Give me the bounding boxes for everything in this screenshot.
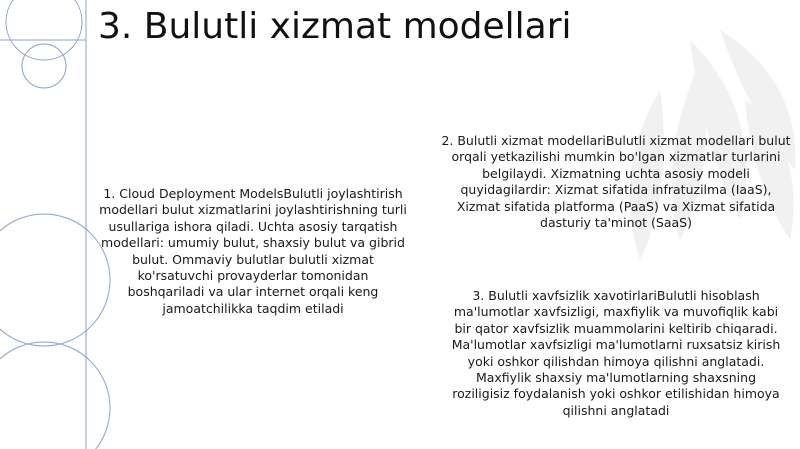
text-block-deployment-models: 1. Cloud Deployment ModelsBulutli joylashtirish modellari bulut xizmatlarini joylashtirishning turli usullariga ishora qiladi. Uchta asosiy tarqatish modellari: umumiy bulut, shaxsiy bulut va gibrid bulut. Ommaviy bulutlar bulutli xizmat ko'rsatuvchi provayderlar tomonidan boshqariladi va ular internet orqali keng jamoatchilikka taqdim etiladi — [99, 186, 407, 316]
slide-title: 3. Bulutli xizmat modellari — [98, 6, 572, 47]
text-block-security-concerns: 3. Bulutli xavfsizlik xavotirlariBulutli hisoblash ma'lumotlar xavfsizligi, maxfiylik va muvofiqlik kabi bir qator xavfsizlik muammolarini keltirib chiqaradi. Ma'lumotlar xavfsizligi ma'lumotlarni ruxsatsiz kirish yoki oshkor qilishdan himoya qilishni anglatadi. Maxfiylik shaxsiy ma'lumotlarning shaxsning roziligisiz foydalanish yoki oshkor etilishidan himoya qilishni anglatadi — [451, 288, 781, 418]
decorative-lines — [0, 0, 110, 449]
text-block-service-models: 2. Bulutli xizmat modellariBulutli xizmat modellari bulut orqali yetkazilishi mumkin bo'lgan xizmatlar turlarini belgilaydi. Xizmatning uchta asosiy modeli quyidagilardir: Xizmat sifatida infratuzilma (IaaS), Xizmat sifatida platforma (PaaS) va Xizmat sifatida dasturiy ta'minot (SaaS) — [441, 133, 791, 231]
